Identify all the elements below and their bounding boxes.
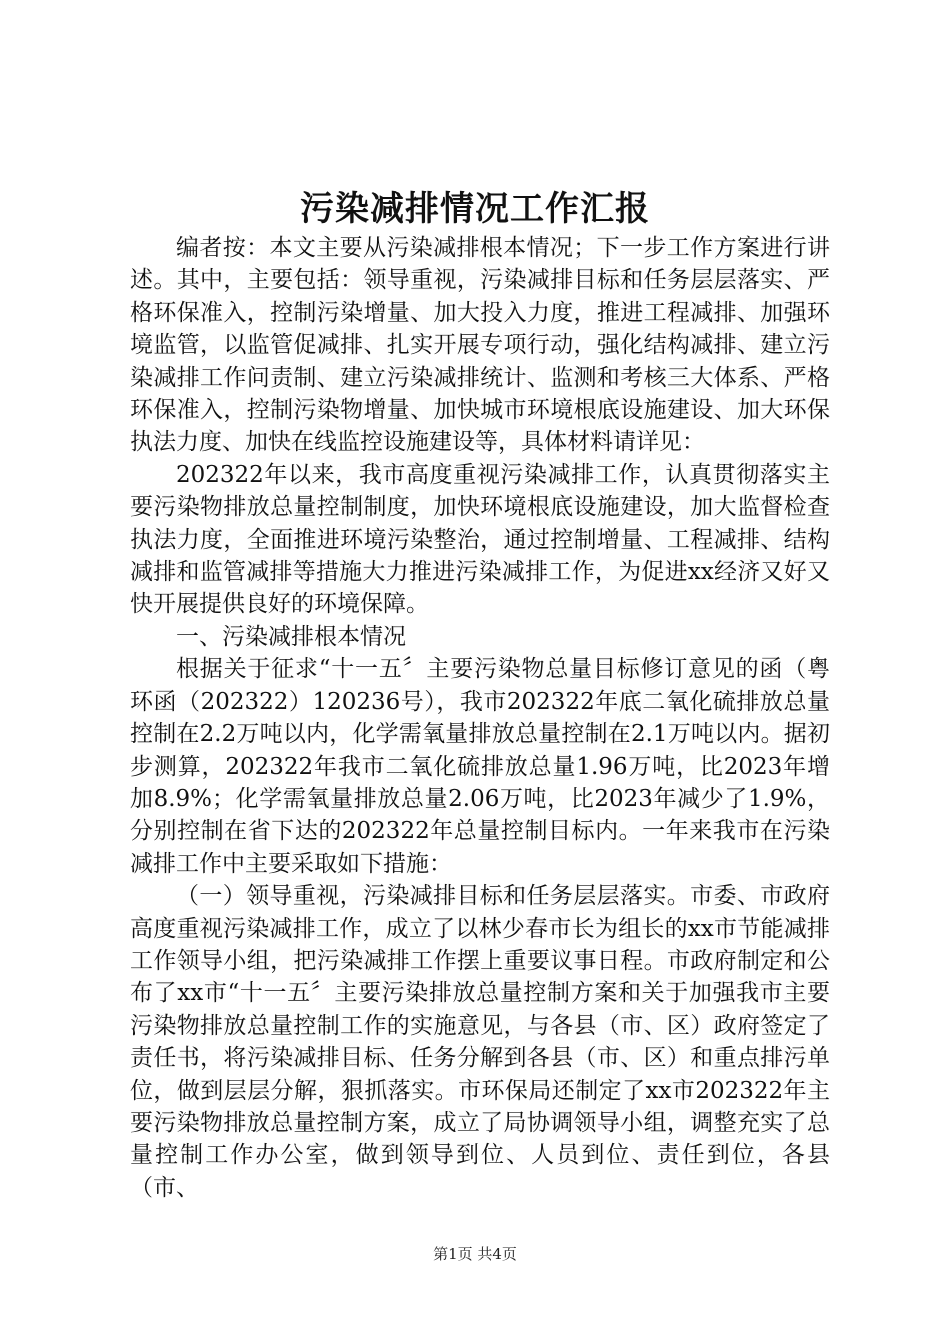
- paragraph-measure-1: （一）领导重视，污染减排目标和任务层层落实。市委、市政府高度重视污染减排工作，成立了以林少春市长为组长的xx市节能减排工作领导小组，把污染减排工作摆上重要议事日程。市政府制定和公布了xx市“十一五〞主要污染排放总量控制方案和关于加强我市主要污染物排放总量控制工作的实施意见，与各县（市、区）政府签定了责任书，将污染减排目标、任务分解到各县（市、区）和重点排污单位，做到层层分解，狠抓落实。市环保局还制定了xx市202322年主要污染物排放总量控制方案，成立了局协调领导小组，调整充实了总量控制工作办公室，做到领导到位、人员到位、责任到位，各县（市、: [130, 883, 830, 1201]
- page-footer: 第1页 共4页: [433, 1245, 517, 1263]
- document-body: [130, 232, 830, 1204]
- paragraph-intro: 202322年以来，我市高度重视污染减排工作，认真贯彻落实主要污染物排放总量控制制度，加快环境根底设施建设，加大监督检查执法力度，全面推进环境污染整治，通过控制增量、工程减排、结构减排和监管减排等措施大力推进污染减排工作，为促进xx经济又好又快开展提供良好的环境保障。: [130, 461, 830, 618]
- paragraph-basic-situation: 根据关于征求“十一五〞主要污染物总量目标修订意见的函（粤环函（202322）120236号），我市202322年底二氧化硫排放总量控制在2.2万吨以内，化学需氧量排放总量控制在2.1万吨以内。据初步测算，202322年我市二氧化硫排放总量1.96万吨，比2023年增加8.9%；化学需氧量排放总量2.06万吨，比2023年减少了1.9%，分别控制在省下达的202322年总量控制目标内。一年来我市在污染减排工作中主要采取如下措施：: [130, 656, 830, 877]
- section-heading: 一、污染减排根本情况: [176, 623, 406, 650]
- paragraph-editor-note: 编者按：本文主要从污染减排根本情况；下一步工作方案进行讲述。其中，主要包括：领导重视，污染减排目标和任务层层落实、严格环保准入，控制污染增量、加大投入力度，推进工程减排、加强环境监管，以监管促减排、扎实开展专项行动，强化结构减排、建立污染减排工作问责制、建立污染减排统计、监测和考核三大体系、严格环保准入，控制污染物增量、加快城市环境根底设施建设、加大环保执法力度、加快在线监控设施建设等，具体材料请详见：: [130, 235, 830, 456]
- page-title: 污染减排情况工作汇报: [300, 189, 650, 229]
